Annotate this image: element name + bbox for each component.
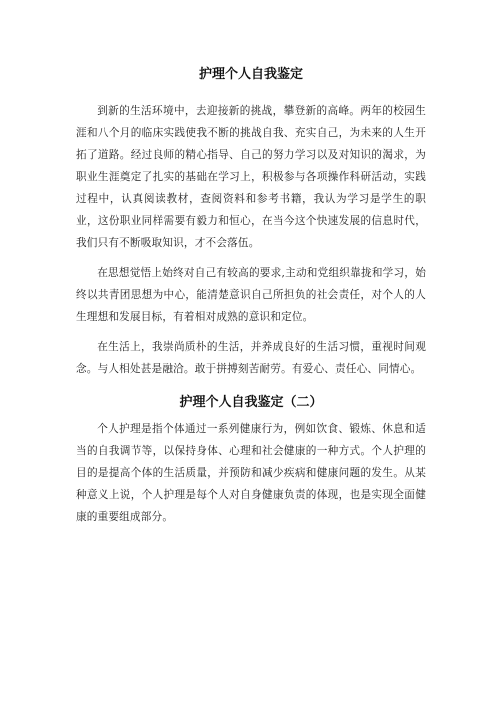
paragraph: 到新的生活环境中，去迎接新的挑战，攀登新的高峰。两年的校园生涯和八个月的临床实践使我不断的挑战自我、充实自己，为未来的人生开拓了道路。经过良师的精心指导、自己的努力学习以及对知识的渴求，为职业生涯奠定了扎实的基础在学习上，积极参与各项操作科研活动，实践过程中，认真阅读教材，查阅资料和参考书籍，我认为学习是学生的职业，这份职业同样需要有毅力和恒心，在当今这个快速发展的信息时代，我们只有不断吸取知识，才不会落伍。 <box>76 105 426 249</box>
paragraph: 在思想觉悟上始终对自己有较高的要求,主动和党组织靠拢和学习，始终以共青团思想为中心，能清楚意识自己所担负的社会责任，对个人的人生理想和发展目标，有着相对成熟的意识和定位。 <box>76 267 426 323</box>
document-title: 护理个人自我鉴定 <box>198 67 303 82</box>
paragraph: 在生活上，我崇尚质朴的生活，并养成良好的生活习惯，重视时间观念。与人相处甚是融洽。敢于拼搏刻苦耐劳。有爱心、责任心、同情心。 <box>76 341 426 375</box>
paragraph: 个人护理是指个体通过一系列健康行为，例如饮食、锻炼、休息和适当的自我调节等，以保持身体、心理和社会健康的一种方式。个人护理的目的是提高个体的生活质量，并预防和减少疾病和健康问题的发生。从某种意义上说，个人护理是每个人对自身健康负责的体现，也是实现全面健康的重要组成部分。 <box>76 423 426 523</box>
section-title: 护理个人自我鉴定（二） <box>179 395 323 410</box>
